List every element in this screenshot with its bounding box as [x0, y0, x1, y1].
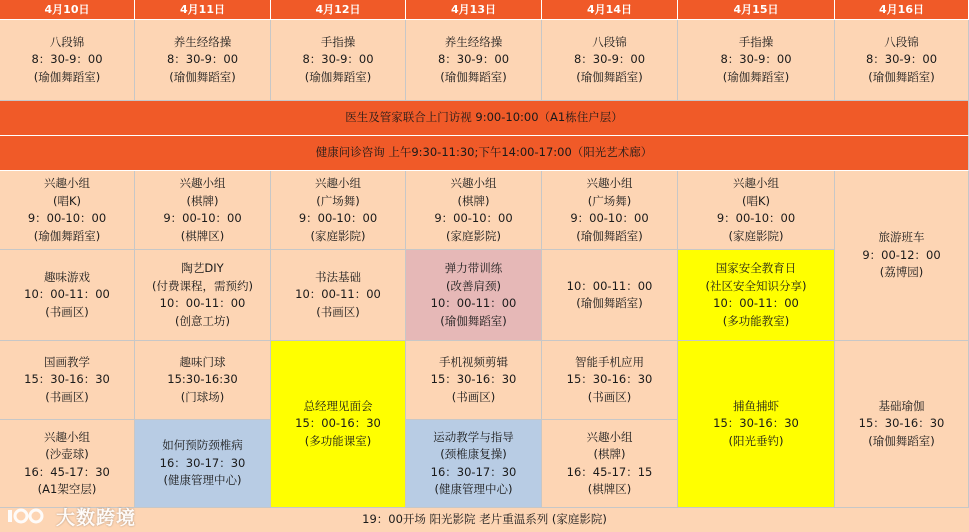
cell-line: 八段锦 — [49, 34, 85, 49]
cell-line: 8：30-9：00 — [573, 52, 646, 67]
day-header: 4月11日 — [135, 0, 271, 20]
interest-group-cell — [678, 171, 835, 250]
cell-line: 兴趣小组 — [315, 176, 361, 190]
cell-line: (社区安全知识分享) — [705, 278, 807, 293]
cell-line: 9：00-10：00 — [570, 211, 649, 225]
late-morning-activity-cell — [271, 250, 406, 341]
cell-line: (瑜伽舞蹈室) — [33, 228, 101, 243]
cell-line: (广场舞) — [316, 193, 360, 208]
cell-line: 8：30-9：00 — [865, 52, 938, 67]
cell-line: (瑜伽舞蹈室) — [304, 69, 372, 84]
cell-line: 弹力带训练 — [444, 261, 503, 275]
cell-line: 如何预防颈椎病 — [162, 438, 243, 453]
morning-activity-cell — [135, 20, 271, 101]
day-header: 4月10日 — [0, 0, 135, 20]
cell-line: 8：30-9：00 — [437, 52, 510, 67]
cell-line: 8：30-9：00 — [302, 52, 374, 67]
tour-bus-cell — [835, 171, 969, 341]
cell-line: 养生经络操 — [444, 34, 503, 49]
cell-line: 10：00-11：00 — [713, 296, 799, 310]
cell-line: 15：00-16：30 — [295, 416, 381, 431]
day-header: 4月15日 — [678, 0, 835, 20]
late-afternoon-activity-cell — [0, 420, 135, 508]
cell-line: 9：00-10：00 — [716, 211, 796, 225]
cell-line: 兴趣小组 — [179, 176, 226, 190]
cell-line: (棋牌) — [457, 193, 490, 208]
morning-activity-cell — [542, 20, 678, 101]
cell-line: (瑜伽舞蹈室) — [33, 69, 101, 84]
cell-line: (瑜伽舞蹈室) — [576, 296, 643, 310]
cell-line: (唱K) — [52, 193, 81, 208]
cell-line: 国家安全教育日 — [715, 261, 797, 275]
cell-line: 8：30-9：00 — [720, 52, 792, 67]
cell-line: (书画区) — [45, 304, 89, 319]
cell-line: (家庭影院) — [728, 228, 784, 243]
cell-line: 趣味游戏 — [44, 269, 90, 284]
cell-line: 15：30-16：30 — [24, 372, 110, 387]
cell-line: (书画区) — [45, 389, 89, 404]
day-header: 4月16日 — [835, 0, 969, 20]
morning-activity-cell — [271, 20, 406, 101]
cell-line: (瑜伽舞蹈室) — [440, 313, 507, 328]
doctor-visit-banner: 医生及管家联合上门访视 9:00-10:00（A1栋住户层） — [0, 101, 969, 136]
interest-group-cell — [135, 171, 271, 250]
afternoon-activity-cell — [135, 341, 271, 420]
afternoon-activity-cell — [406, 341, 542, 420]
cell-line: (沙壶球) — [45, 447, 89, 461]
cell-line: 兴趣小组 — [586, 176, 633, 190]
cell-line: (健康管理中心) — [163, 473, 242, 488]
interest-group-cell — [406, 171, 542, 250]
cell-line: (书画区) — [316, 304, 360, 319]
cell-line: (家庭影院) — [446, 228, 501, 243]
late-morning-activity-cell — [406, 250, 542, 341]
morning-activity-cell — [678, 20, 835, 101]
cell-line: 10：00-11：00 — [295, 287, 381, 302]
interest-group-cell — [0, 171, 135, 250]
cell-line: (付费课程，需预约) — [152, 278, 253, 293]
cell-line: 16：45-17：15 — [566, 464, 653, 479]
manager-meeting-cell — [271, 341, 406, 508]
morning-activity-cell — [0, 20, 135, 101]
cell-line: 兴趣小组 — [44, 176, 90, 190]
cell-line: 15：30-16：30 — [713, 416, 799, 431]
cell-line: 国画教学 — [44, 354, 90, 369]
cell-line: 16：45-17：30 — [24, 464, 110, 479]
cell-line: 陶艺DIY — [181, 261, 224, 275]
cell-line: (瑜伽舞蹈室) — [868, 433, 935, 448]
cell-line: (家庭影院) — [310, 228, 366, 243]
cell-line: (棋牌区) — [180, 228, 225, 243]
cell-line: 总经理见面会 — [303, 398, 373, 413]
cell-line: (阳光垂钓) — [728, 433, 784, 448]
cell-line: (A1架空层) — [37, 482, 97, 496]
cell-line: (瑜伽舞蹈室) — [722, 69, 790, 84]
cell-line: (瑜伽舞蹈室) — [576, 228, 643, 243]
cell-line: 手机视频剪辑 — [439, 354, 508, 369]
cell-line: (门球场) — [180, 389, 225, 404]
yoga-activity-cell — [835, 341, 969, 508]
cell-line: (多功能课室) — [304, 433, 372, 448]
cell-line: 兴趣小组 — [586, 429, 633, 444]
late-morning-activity-cell — [542, 250, 678, 341]
late-afternoon-activity-cell — [542, 420, 678, 508]
cell-line: (棋牌) — [593, 447, 626, 461]
cell-line: 养生经络操 — [173, 34, 232, 49]
afternoon-activity-cell — [542, 341, 678, 420]
cell-line: (唱K) — [741, 193, 770, 208]
evening-movie-footer: 19：00开场 阳光影院 老片重温系列 (家庭影院) — [0, 508, 969, 532]
cell-line: (改善肩颈) — [446, 278, 501, 293]
morning-activity-cell — [406, 20, 542, 101]
cell-line: (瑜伽舞蹈室) — [868, 69, 935, 84]
cell-line: 10：00-11：00 — [24, 287, 110, 302]
cell-line: 智能手机应用 — [575, 354, 644, 369]
cell-line: 捕鱼捕虾 — [733, 398, 779, 413]
cell-line: (健康管理中心) — [434, 482, 513, 496]
cell-line: 10：00-11：00 — [566, 278, 653, 293]
cell-line: 9：00-10：00 — [163, 211, 242, 225]
cell-line: 八段锦 — [884, 34, 919, 49]
late-afternoon-activity-cell — [135, 420, 271, 508]
cell-line: 运动教学与指导 — [433, 429, 514, 444]
cell-line: 9：00-12：00 — [862, 247, 941, 262]
cell-line: 15：30-16：30 — [858, 416, 945, 431]
cell-line: (多功能教室) — [722, 313, 790, 328]
health-consult-banner: 健康问诊咨询 上午9:30-11:30;下午14:00-17:00（阳光艺术廊） — [0, 136, 969, 171]
late-morning-activity-cell — [0, 250, 135, 341]
cell-line: 16：30-17：30 — [430, 464, 517, 479]
late-afternoon-activity-cell — [406, 420, 542, 508]
cell-line: (瑜伽舞蹈室) — [169, 69, 236, 84]
cell-line: (颈椎康复操) — [440, 447, 507, 461]
afternoon-activity-cell — [0, 341, 135, 420]
cell-line: 手指操 — [320, 34, 356, 49]
cell-line: 兴趣小组 — [733, 176, 779, 190]
cell-line: 基础瑜伽 — [878, 398, 925, 413]
cell-line: (棋牌区) — [587, 482, 632, 496]
interest-group-cell — [542, 171, 678, 250]
day-header: 4月12日 — [271, 0, 406, 20]
cell-line: 9：00-10：00 — [27, 211, 107, 225]
cell-line: 八段锦 — [592, 34, 627, 49]
cell-line: (广场舞) — [587, 193, 632, 208]
cell-line: 15:30-16:30 — [167, 372, 238, 387]
cell-line: 9：00-10：00 — [434, 211, 513, 225]
interest-group-cell — [271, 171, 406, 250]
cell-line: 兴趣小组 — [450, 176, 497, 190]
late-morning-activity-cell — [678, 250, 835, 341]
cell-line: 旅游班车 — [878, 230, 925, 245]
cell-line: (书画区) — [587, 389, 632, 404]
cell-line: 10：00-11：00 — [159, 296, 246, 310]
cell-line: 8：30-9：00 — [166, 52, 239, 67]
cell-line: 书法基础 — [315, 269, 361, 284]
cell-line: 15：30-16：30 — [430, 372, 517, 387]
day-header: 4月14日 — [542, 0, 678, 20]
cell-line: (瑜伽舞蹈室) — [576, 69, 643, 84]
cell-line: (荔博园) — [879, 265, 924, 280]
cell-line: 16：30-17：30 — [159, 455, 246, 470]
cell-line: (书画区) — [451, 389, 496, 404]
cell-line: 兴趣小组 — [44, 429, 90, 444]
cell-line: 9：00-10：00 — [298, 211, 378, 225]
cell-line: (创意工坊) — [175, 313, 230, 328]
fishing-activity-cell — [678, 341, 835, 508]
cell-line: 15：30-16：30 — [566, 372, 653, 387]
cell-line: 趣味门球 — [179, 354, 226, 369]
cell-line: (棋牌) — [186, 193, 219, 208]
cell-line: 8：30-9：00 — [31, 52, 103, 67]
day-header: 4月13日 — [406, 0, 542, 20]
late-morning-activity-cell — [135, 250, 271, 341]
cell-line: (瑜伽舞蹈室) — [440, 69, 507, 84]
watermark-text: 大数跨境 — [56, 506, 137, 529]
cell-line: 手指操 — [738, 34, 774, 49]
cell-line: 10：00-11：00 — [430, 296, 517, 310]
morning-activity-cell — [835, 20, 969, 101]
